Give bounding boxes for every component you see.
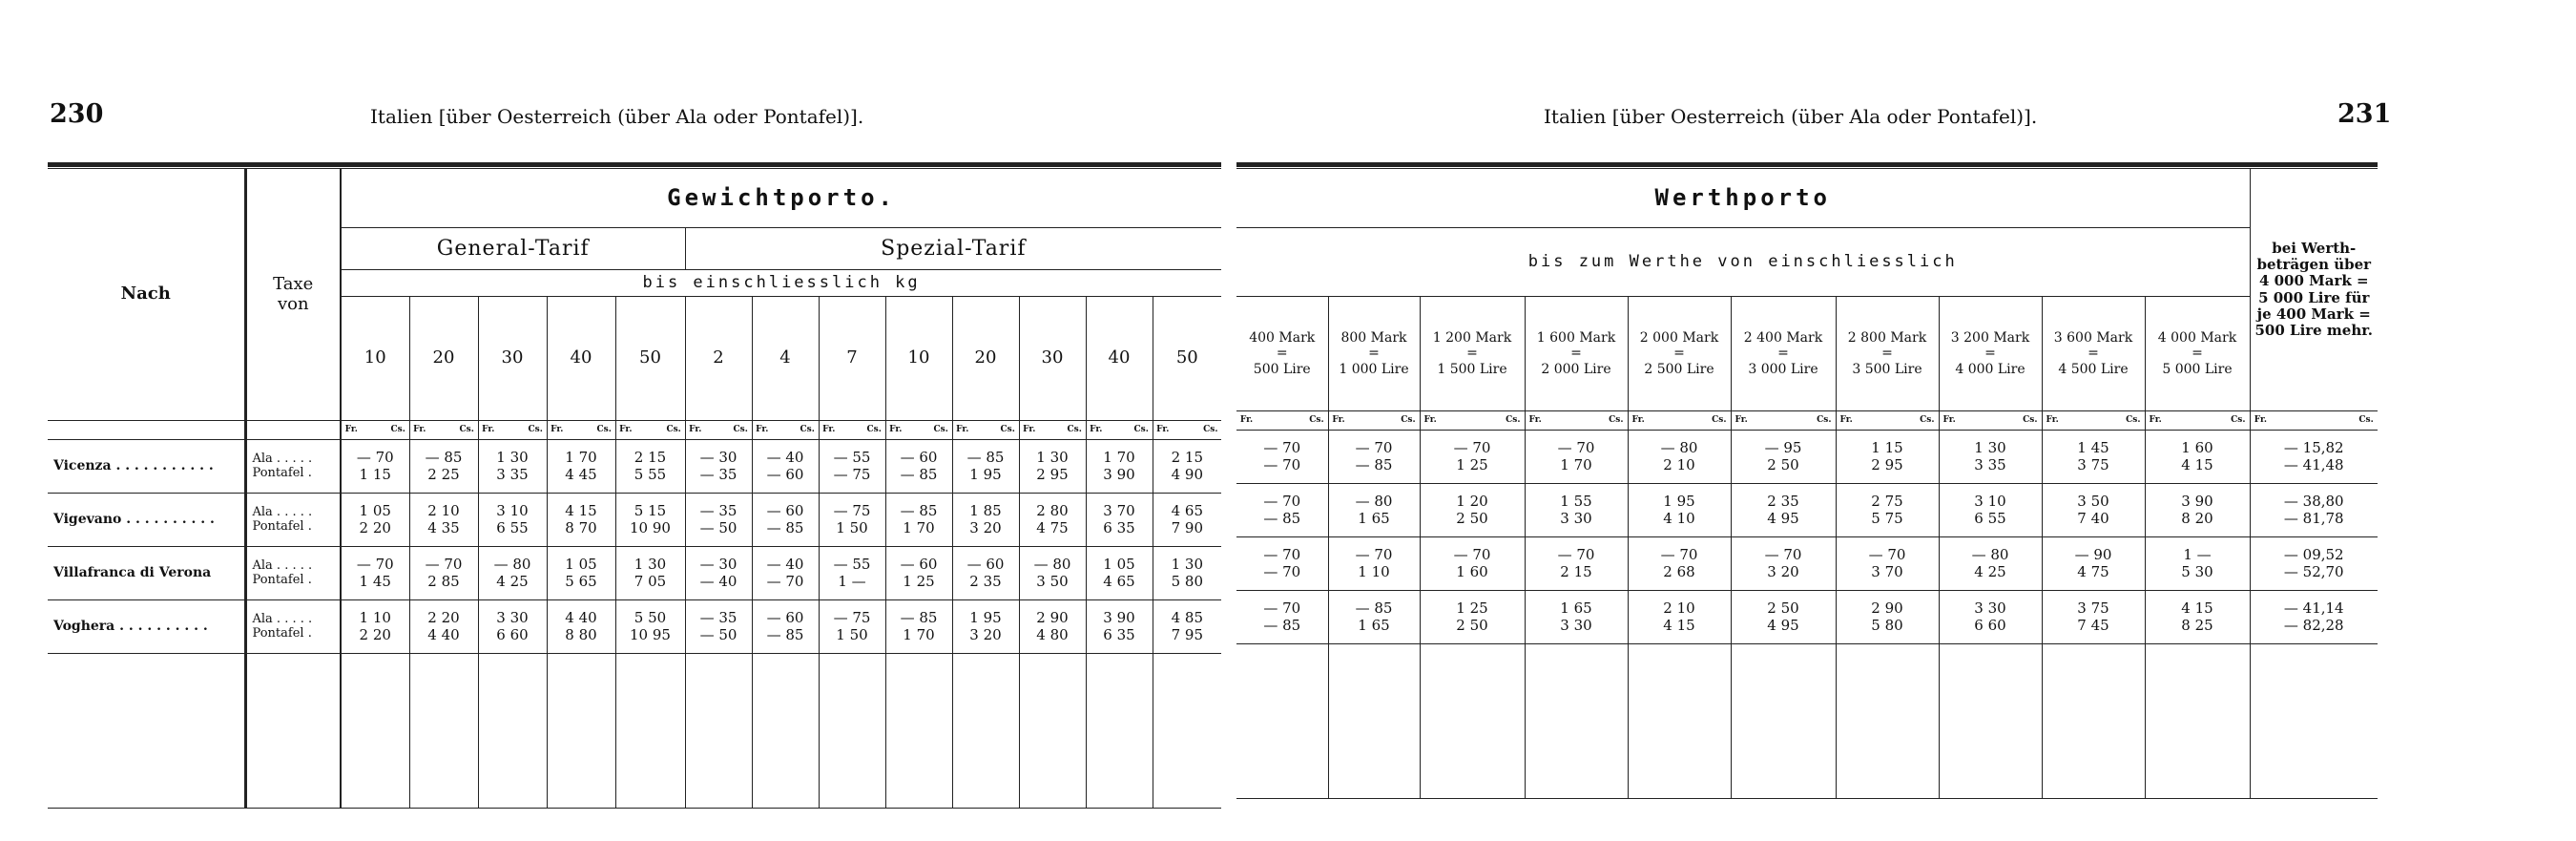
unit-spacer bbox=[48, 421, 245, 440]
empty-cell bbox=[1236, 644, 1328, 799]
empty-cell bbox=[952, 654, 1019, 809]
weight-postage-table bbox=[48, 168, 1221, 809]
header-taxe-von: Taxe von bbox=[245, 169, 341, 421]
unit-fr: Fr. bbox=[482, 425, 495, 435]
value-postage-cell: — 70 — 85 bbox=[1236, 484, 1328, 537]
unit-cs: Cs. bbox=[866, 425, 882, 435]
special-tariff-cell: — 60 — 85 bbox=[752, 494, 819, 547]
general-tariff-cell: 3 30 6 60 bbox=[478, 600, 547, 654]
weight-spezial-30: 30 bbox=[1019, 297, 1086, 421]
value-postage-cell: 3 30 6 60 bbox=[1939, 591, 2042, 644]
unit-fr: Fr. bbox=[344, 425, 358, 435]
unit-header bbox=[819, 421, 885, 440]
running-head-left: Italien [über Oesterreich (über Ala oder Pontafel)]. bbox=[370, 105, 864, 128]
special-tariff-cell: 1 70 3 90 bbox=[1086, 440, 1153, 494]
weight-spezial-2: 2 bbox=[685, 297, 752, 421]
special-tariff-cell: 2 15 4 90 bbox=[1153, 440, 1221, 494]
extra-value-cell: — 15,82 — 41,48 bbox=[2250, 431, 2378, 484]
unit-header bbox=[1086, 421, 1153, 440]
special-tariff-cell: — 80 3 50 bbox=[1019, 547, 1086, 600]
special-tariff-cell: — 85 1 70 bbox=[885, 494, 952, 547]
general-tariff-cell: 2 15 5 55 bbox=[615, 440, 685, 494]
unit-header bbox=[1525, 411, 1628, 431]
value-column-header bbox=[1628, 297, 1731, 411]
empty-cell bbox=[2145, 644, 2250, 799]
general-tariff-cell: 4 15 8 70 bbox=[547, 494, 615, 547]
page-number-right: 231 bbox=[2337, 99, 2392, 129]
value-postage-cell: 1 60 4 15 bbox=[2145, 431, 2250, 484]
value-postage-cell: 1 65 3 30 bbox=[1525, 591, 1628, 644]
unit-header bbox=[885, 421, 952, 440]
value-postage-cell: — 70 2 68 bbox=[1628, 537, 1731, 591]
value-lire: 1 000 Lire bbox=[1339, 361, 1409, 377]
unit-cs: Cs. bbox=[1712, 415, 1727, 426]
empty-cell bbox=[1939, 644, 2042, 799]
route-cell: Ala . . . . . Pontafel . bbox=[245, 600, 341, 654]
top-rule-right bbox=[1236, 162, 2378, 167]
unit-cs: Cs. bbox=[2358, 415, 2374, 426]
table-row bbox=[1236, 537, 2378, 591]
value-mark: 400 Mark bbox=[1249, 330, 1316, 347]
unit-header bbox=[2250, 411, 2378, 431]
empty-cell bbox=[1628, 644, 1731, 799]
unit-cs: Cs. bbox=[390, 425, 405, 435]
value-postage-cell: — 80 4 25 bbox=[1939, 537, 2042, 591]
value-lire: 500 Lire bbox=[1253, 361, 1311, 377]
unit-fr: Fr. bbox=[1735, 415, 1748, 426]
value-column-header bbox=[2145, 297, 2250, 411]
empty-cell bbox=[1328, 644, 1420, 799]
empty-cell bbox=[752, 654, 819, 809]
route-cell: Ala . . . . . Pontafel . bbox=[245, 494, 341, 547]
value-mark: 3 200 Mark bbox=[1950, 330, 2030, 347]
value-column-header bbox=[2042, 297, 2145, 411]
unit-cs: Cs. bbox=[528, 425, 543, 435]
unit-fr: Fr. bbox=[689, 425, 702, 435]
empty-cell bbox=[1420, 644, 1525, 799]
table-row bbox=[48, 600, 1221, 654]
unit-fr: Fr. bbox=[1023, 425, 1036, 435]
value-postage-cell: — 70 1 60 bbox=[1420, 537, 1525, 591]
value-column-header bbox=[1328, 297, 1420, 411]
value-postage-cell: — 70 1 10 bbox=[1328, 537, 1420, 591]
unit-fr: Fr. bbox=[889, 425, 903, 435]
general-tariff-cell: — 80 4 25 bbox=[478, 547, 547, 600]
unit-fr: Fr. bbox=[956, 425, 969, 435]
general-tariff-cell: 1 05 2 20 bbox=[341, 494, 409, 547]
unit-fr: Fr. bbox=[1942, 415, 1956, 426]
empty-cell bbox=[819, 654, 885, 809]
value-postage-cell: 3 50 7 40 bbox=[2042, 484, 2145, 537]
special-tariff-cell: 3 90 6 35 bbox=[1086, 600, 1153, 654]
table-row bbox=[48, 440, 1221, 494]
value-postage-cell: — 70 2 15 bbox=[1525, 537, 1628, 591]
unit-fr: Fr. bbox=[1423, 415, 1437, 426]
table-filler bbox=[48, 654, 1221, 809]
special-tariff-cell: — 75 1 50 bbox=[819, 600, 885, 654]
unit-header bbox=[2145, 411, 2250, 431]
special-tariff-cell: 1 30 5 80 bbox=[1153, 547, 1221, 600]
value-postage-cell: 3 90 8 20 bbox=[2145, 484, 2250, 537]
value-equals: = bbox=[2192, 346, 2203, 362]
empty-cell bbox=[245, 654, 341, 809]
special-tariff-cell: 1 05 4 65 bbox=[1086, 547, 1153, 600]
value-postage-cell: — 95 2 50 bbox=[1731, 431, 1836, 484]
special-tariff-cell: — 85 1 70 bbox=[885, 600, 952, 654]
unit-header bbox=[752, 421, 819, 440]
value-lire: 4 500 Lire bbox=[2058, 361, 2129, 377]
value-postage-cell: — 90 4 75 bbox=[2042, 537, 2145, 591]
value-column-header bbox=[1525, 297, 1628, 411]
unit-header bbox=[1019, 421, 1086, 440]
value-lire: 2 500 Lire bbox=[1644, 361, 1714, 377]
special-tariff-cell: 2 90 4 80 bbox=[1019, 600, 1086, 654]
unit-fr: Fr. bbox=[1839, 415, 1853, 426]
value-equals: = bbox=[1570, 346, 1582, 362]
value-postage-cell: — 70 — 70 bbox=[1236, 431, 1328, 484]
empty-cell bbox=[1525, 644, 1628, 799]
header-bis-kg: bis einschliesslich kg bbox=[341, 270, 1221, 297]
unit-cs: Cs. bbox=[1506, 415, 1521, 426]
title-gewichtporto: Gewichtporto. bbox=[341, 169, 1221, 228]
value-postage-cell: — 70 3 20 bbox=[1731, 537, 1836, 591]
special-tariff-cell: — 60 2 35 bbox=[952, 547, 1019, 600]
special-tariff-cell: 4 85 7 95 bbox=[1153, 600, 1221, 654]
table-filler bbox=[1236, 644, 2378, 799]
value-postage-cell: 2 35 4 95 bbox=[1731, 484, 1836, 537]
unit-cs: Cs. bbox=[1000, 425, 1015, 435]
unit-header bbox=[952, 421, 1019, 440]
unit-fr: Fr. bbox=[2046, 415, 2059, 426]
value-column-header bbox=[1420, 297, 1525, 411]
general-tariff-cell: 5 15 10 90 bbox=[615, 494, 685, 547]
special-tariff-cell: — 75 1 50 bbox=[819, 494, 885, 547]
general-tariff-cell: — 70 2 85 bbox=[409, 547, 478, 600]
unit-header bbox=[1628, 411, 1731, 431]
general-tariff-cell: 1 30 3 35 bbox=[478, 440, 547, 494]
unit-header bbox=[409, 421, 478, 440]
weight-spezial-7: 7 bbox=[819, 297, 885, 421]
value-column-header bbox=[1939, 297, 2042, 411]
unit-cs: Cs. bbox=[1133, 425, 1149, 435]
weight-general-40: 40 bbox=[547, 297, 615, 421]
unit-cs: Cs. bbox=[666, 425, 681, 435]
special-tariff-cell: 1 85 3 20 bbox=[952, 494, 1019, 547]
unit-cs: Cs. bbox=[800, 425, 815, 435]
unit-fr: Fr. bbox=[1528, 415, 1542, 426]
special-tariff-cell: 1 30 2 95 bbox=[1019, 440, 1086, 494]
destination-name: Villafranca di Verona bbox=[48, 547, 245, 600]
special-tariff-cell: 2 80 4 75 bbox=[1019, 494, 1086, 547]
unit-header bbox=[615, 421, 685, 440]
route-cell: Ala . . . . . Pontafel . bbox=[245, 440, 341, 494]
value-mark: 800 Mark bbox=[1340, 330, 1407, 347]
special-tariff-cell: 1 95 3 20 bbox=[952, 600, 1019, 654]
unit-header bbox=[1153, 421, 1221, 440]
unit-fr: Fr. bbox=[756, 425, 769, 435]
empty-cell bbox=[1836, 644, 1939, 799]
value-postage-cell: 3 10 6 55 bbox=[1939, 484, 2042, 537]
value-postage-cell: 1 — 5 30 bbox=[2145, 537, 2250, 591]
weight-spezial-20: 20 bbox=[952, 297, 1019, 421]
unit-cs: Cs. bbox=[1067, 425, 1082, 435]
unit-header bbox=[341, 421, 409, 440]
special-tariff-cell: — 35 — 50 bbox=[685, 600, 752, 654]
general-tariff-cell: 3 10 6 55 bbox=[478, 494, 547, 547]
general-tariff-cell: — 70 1 45 bbox=[341, 547, 409, 600]
empty-cell bbox=[1086, 654, 1153, 809]
extra-value-cell: — 41,14 — 82,28 bbox=[2250, 591, 2378, 644]
value-lire: 2 000 Lire bbox=[1541, 361, 1611, 377]
top-rule-left bbox=[48, 162, 1221, 167]
general-tariff-cell: 2 10 4 35 bbox=[409, 494, 478, 547]
empty-cell bbox=[547, 654, 615, 809]
table-row bbox=[1236, 484, 2378, 537]
unit-fr: Fr. bbox=[1090, 425, 1103, 435]
general-tariff-cell: 1 10 2 20 bbox=[341, 600, 409, 654]
header-bis-werthe: bis zum Werthe von einschliesslich bbox=[1236, 228, 2250, 297]
unit-fr: Fr. bbox=[1332, 415, 1345, 426]
empty-cell bbox=[478, 654, 547, 809]
unit-header bbox=[1420, 411, 1525, 431]
value-column-header bbox=[1836, 297, 1939, 411]
empty-cell bbox=[1731, 644, 1836, 799]
value-postage-cell: — 80 2 10 bbox=[1628, 431, 1731, 484]
empty-cell bbox=[1019, 654, 1086, 809]
unit-fr: Fr. bbox=[822, 425, 836, 435]
unit-fr: Fr. bbox=[551, 425, 564, 435]
special-tariff-cell: — 55 1 — bbox=[819, 547, 885, 600]
destination-name: Vigevano . . . . . . . . . . bbox=[48, 494, 245, 547]
value-postage-cell: 1 45 3 75 bbox=[2042, 431, 2145, 484]
value-postage-cell: — 70 3 70 bbox=[1836, 537, 1939, 591]
value-lire: 5 000 Lire bbox=[2162, 361, 2233, 377]
value-equals: = bbox=[1777, 346, 1789, 362]
unit-cs: Cs. bbox=[459, 425, 474, 435]
general-tariff-cell: 5 50 10 95 bbox=[615, 600, 685, 654]
value-postage-cell: — 80 1 65 bbox=[1328, 484, 1420, 537]
empty-cell bbox=[48, 654, 245, 809]
unit-header bbox=[1328, 411, 1420, 431]
unit-cs: Cs. bbox=[933, 425, 948, 435]
value-equals: = bbox=[1368, 346, 1380, 362]
weight-spezial-4: 4 bbox=[752, 297, 819, 421]
value-postage-cell: 1 20 2 50 bbox=[1420, 484, 1525, 537]
unit-cs: Cs. bbox=[2023, 415, 2038, 426]
destination-name: Vicenza . . . . . . . . . . . bbox=[48, 440, 245, 494]
unit-fr: Fr. bbox=[1239, 415, 1254, 426]
running-head-right: Italien [über Oesterreich (über Ala oder Pontafel)]. bbox=[1544, 105, 2038, 128]
empty-cell bbox=[685, 654, 752, 809]
value-mark: 4 000 Mark bbox=[2157, 330, 2237, 347]
extra-value-cell: — 09,52 — 52,70 bbox=[2250, 537, 2378, 591]
general-tariff-cell: — 70 1 15 bbox=[341, 440, 409, 494]
unit-fr: Fr. bbox=[413, 425, 426, 435]
value-postage-cell: 1 25 2 50 bbox=[1420, 591, 1525, 644]
value-mark: 2 800 Mark bbox=[1847, 330, 1927, 347]
unit-header bbox=[1836, 411, 1939, 431]
value-equals: = bbox=[1881, 346, 1893, 362]
value-postage-cell: 1 95 4 10 bbox=[1628, 484, 1731, 537]
unit-header bbox=[685, 421, 752, 440]
unit-cs: Cs. bbox=[1920, 415, 1935, 426]
value-mark: 1 200 Mark bbox=[1432, 330, 1512, 347]
unit-fr: Fr. bbox=[2254, 415, 2268, 426]
value-mark: 2 400 Mark bbox=[1743, 330, 1823, 347]
value-equals: = bbox=[1673, 346, 1685, 362]
value-mark: 1 600 Mark bbox=[1536, 330, 1616, 347]
special-tariff-cell: 4 65 7 90 bbox=[1153, 494, 1221, 547]
special-tariff-cell: — 40 — 60 bbox=[752, 440, 819, 494]
header-spezial-tarif: Spezial-Tarif bbox=[685, 228, 1221, 270]
value-postage-cell: 1 15 2 95 bbox=[1836, 431, 1939, 484]
unit-cs: Cs. bbox=[1203, 425, 1218, 435]
value-postage-cell: — 70 1 70 bbox=[1525, 431, 1628, 484]
unit-header bbox=[1236, 411, 1328, 431]
weight-general-30: 30 bbox=[478, 297, 547, 421]
value-postage-cell: 2 90 5 80 bbox=[1836, 591, 1939, 644]
unit-cs: Cs. bbox=[733, 425, 748, 435]
unit-cs: Cs. bbox=[1609, 415, 1624, 426]
value-postage-cell: 1 55 3 30 bbox=[1525, 484, 1628, 537]
special-tariff-cell: — 40 — 70 bbox=[752, 547, 819, 600]
empty-cell bbox=[2042, 644, 2145, 799]
extra-value-cell: — 38,80 — 81,78 bbox=[2250, 484, 2378, 537]
special-tariff-cell: — 30 — 40 bbox=[685, 547, 752, 600]
value-equals: = bbox=[1466, 346, 1478, 362]
empty-cell bbox=[2250, 644, 2378, 799]
value-postage-table bbox=[1236, 168, 2378, 799]
general-tariff-cell: 4 40 8 80 bbox=[547, 600, 615, 654]
unit-cs: Cs. bbox=[2231, 415, 2246, 426]
unit-cs: Cs. bbox=[1309, 415, 1324, 426]
unit-cs: Cs. bbox=[1817, 415, 1832, 426]
value-lire: 3 000 Lire bbox=[1748, 361, 1818, 377]
value-postage-cell: — 70 — 85 bbox=[1236, 591, 1328, 644]
unit-header bbox=[1939, 411, 2042, 431]
value-mark: 2 000 Mark bbox=[1639, 330, 1719, 347]
value-postage-cell: 4 15 8 25 bbox=[2145, 591, 2250, 644]
value-postage-cell: — 70 — 70 bbox=[1236, 537, 1328, 591]
destination-name: Voghera . . . . . . . . . . bbox=[48, 600, 245, 654]
value-mark: 3 600 Mark bbox=[2053, 330, 2133, 347]
table-row bbox=[48, 494, 1221, 547]
general-tariff-cell: — 85 2 25 bbox=[409, 440, 478, 494]
value-postage-cell: 2 10 4 15 bbox=[1628, 591, 1731, 644]
value-postage-cell: — 70 — 85 bbox=[1328, 431, 1420, 484]
unit-cs: Cs. bbox=[1401, 415, 1416, 426]
weight-spezial-40: 40 bbox=[1086, 297, 1153, 421]
weight-spezial-10: 10 bbox=[885, 297, 952, 421]
value-lire: 4 000 Lire bbox=[1955, 361, 2025, 377]
unit-fr: Fr. bbox=[1156, 425, 1170, 435]
special-tariff-cell: — 60 — 85 bbox=[752, 600, 819, 654]
unit-cs: Cs. bbox=[2126, 415, 2141, 426]
table-row bbox=[1236, 591, 2378, 644]
general-tariff-cell: 1 05 5 65 bbox=[547, 547, 615, 600]
page-number-left: 230 bbox=[50, 99, 104, 129]
table-row bbox=[48, 547, 1221, 600]
unit-spacer bbox=[245, 421, 341, 440]
value-postage-cell: 1 30 3 35 bbox=[1939, 431, 2042, 484]
value-equals: = bbox=[1276, 346, 1288, 362]
weight-general-20: 20 bbox=[409, 297, 478, 421]
value-postage-cell: 2 50 4 95 bbox=[1731, 591, 1836, 644]
empty-cell bbox=[885, 654, 952, 809]
value-postage-cell: — 85 1 65 bbox=[1328, 591, 1420, 644]
weight-general-50: 50 bbox=[615, 297, 685, 421]
unit-fr: Fr. bbox=[2149, 415, 2162, 426]
special-tariff-cell: — 60 — 85 bbox=[885, 440, 952, 494]
value-postage-cell: 3 75 7 45 bbox=[2042, 591, 2145, 644]
value-lire: 1 500 Lire bbox=[1437, 361, 1507, 377]
empty-cell bbox=[409, 654, 478, 809]
unit-header bbox=[1731, 411, 1836, 431]
unit-header bbox=[2042, 411, 2145, 431]
route-cell: Ala . . . . . Pontafel . bbox=[245, 547, 341, 600]
value-postage-cell: 2 75 5 75 bbox=[1836, 484, 1939, 537]
header-general-tarif: General-Tarif bbox=[341, 228, 685, 270]
value-equals: = bbox=[2088, 346, 2099, 362]
unit-cs: Cs. bbox=[596, 425, 612, 435]
title-werthporto: Werthporto bbox=[1236, 169, 2250, 228]
special-tariff-cell: — 35 — 50 bbox=[685, 494, 752, 547]
empty-cell bbox=[1153, 654, 1221, 809]
general-tariff-cell: 1 70 4 45 bbox=[547, 440, 615, 494]
unit-header bbox=[547, 421, 615, 440]
header-nach: Nach bbox=[48, 169, 245, 421]
value-column-header bbox=[1236, 297, 1328, 411]
unit-fr: Fr. bbox=[1631, 415, 1645, 426]
value-lire: 3 500 Lire bbox=[1852, 361, 1922, 377]
weight-spezial-50: 50 bbox=[1153, 297, 1221, 421]
unit-fr: Fr. bbox=[619, 425, 633, 435]
empty-cell bbox=[615, 654, 685, 809]
general-tariff-cell: 2 20 4 40 bbox=[409, 600, 478, 654]
weight-general-10: 10 bbox=[341, 297, 409, 421]
general-tariff-cell: 1 30 7 05 bbox=[615, 547, 685, 600]
empty-cell bbox=[341, 654, 409, 809]
header-extra-value: bei Werth- beträgen über 4 000 Mark = 5 000 Lire für je 400 Mark = 500 Lire mehr. bbox=[2250, 169, 2378, 411]
special-tariff-cell: — 30 — 35 bbox=[685, 440, 752, 494]
value-equals: = bbox=[1984, 346, 1996, 362]
special-tariff-cell: — 60 1 25 bbox=[885, 547, 952, 600]
special-tariff-cell: 3 70 6 35 bbox=[1086, 494, 1153, 547]
table-row bbox=[1236, 431, 2378, 484]
unit-header bbox=[478, 421, 547, 440]
special-tariff-cell: — 55 — 75 bbox=[819, 440, 885, 494]
value-postage-cell: — 70 1 25 bbox=[1420, 431, 1525, 484]
special-tariff-cell: — 85 1 95 bbox=[952, 440, 1019, 494]
value-column-header bbox=[1731, 297, 1836, 411]
